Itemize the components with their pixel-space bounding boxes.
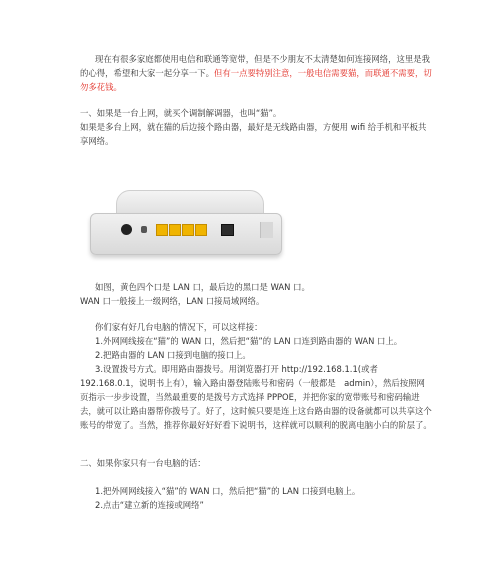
- step-1: 1.外网网线接在“猫”的 WAN 口，然后把“猫”的 LAN 口连到路由器的 WAN 口上。: [95, 336, 403, 346]
- lan-port-4: [195, 224, 207, 236]
- section2-step-1: 1.把外网网线接入“猫”的 WAN 口，然后把“猫”的 LAN 口接到电脑上。: [95, 486, 361, 496]
- lan-port-3: [182, 224, 194, 236]
- power-jack-icon: [121, 224, 132, 235]
- section2-title: 二、如果你家只有一台电脑的话：: [80, 458, 206, 468]
- section1-title: 一、如果是一台上网，就买个调制解调器，也叫“猫”。: [80, 108, 282, 118]
- router-photo: [80, 158, 290, 282]
- lan-port-1: [156, 224, 168, 236]
- image-caption-2: WAN 口一般接上一级网络，LAN 口接局域网络。: [80, 296, 265, 306]
- router-side-vent: [260, 222, 273, 238]
- intro-text: 现在有很多家庭都使用电信和联通等宽带，但是不少朋友不太清楚如何连接网络，这里是我的心得，希望和大家一起分享一下。: [80, 54, 430, 78]
- power-button-icon: [141, 226, 147, 233]
- intro-paragraph: [80, 52, 432, 94]
- multi-pc-intro: 你们家有好几台电脑的情况下，可以这样接：: [95, 322, 263, 332]
- image-caption-1: 如图，黄色四个口是 LAN 口，最后边的黑口是 WAN 口。: [95, 282, 310, 292]
- section1-body: 如果是多台上网，就在猫的后边接个路由器，最好是无线路由器，方便用 wifi 给手机和平板共享网络。: [80, 122, 427, 146]
- wan-port: [221, 224, 234, 236]
- step-2: 2.把路由器的 LAN 口接到电脑的接口上。: [95, 350, 251, 360]
- warning-text: 但有一点要特别注意，一般电信需要猫，而联通不需要，切勿多花钱。: [80, 68, 432, 92]
- step-3: 3.设置拨号方式。即用路由器拨号。用浏览器打开 http://192.168.1.1(或者 192.168.0.1，说明书上有），输入路由器登陆账号和密码（一般都是 admin），然后按照网页指示一步步设置，当然最重要的是拨号方式选择 PPPOE，并把你家的宽带账号和密码输进去，就可以让路由器帮你拨号了。好了，这时候只要是连上这台路由器的设备就都可以共享这个账号的带宽了。当然，推荐你最好好好看下说明书，这样就可以顺利的脱离电脑小白的阶层了。: [80, 364, 432, 430]
- lan-port-2: [169, 224, 181, 236]
- section2-step-2: 2.点击“建立新的连接或网络”: [95, 500, 204, 510]
